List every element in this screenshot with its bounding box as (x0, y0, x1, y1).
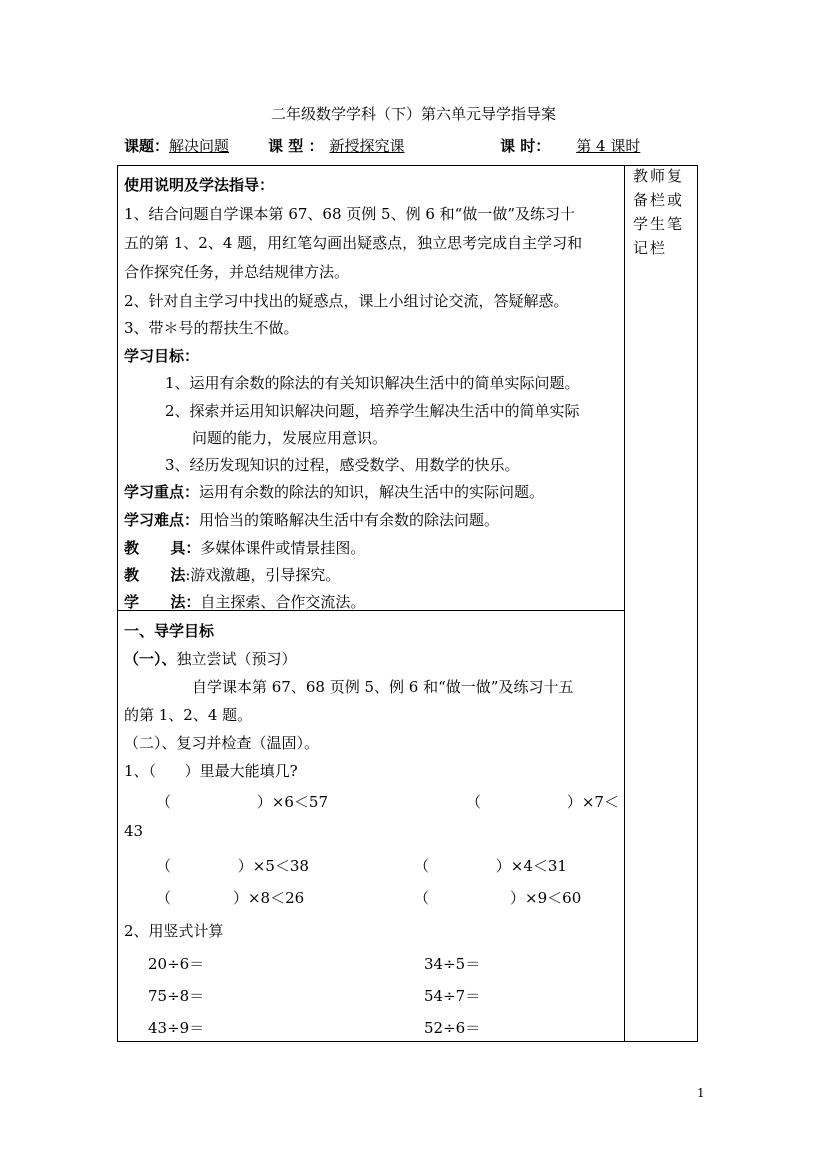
fill-blank-b-continued: 43 (124, 822, 144, 840)
fill-blank-b: （ ）×7＜ (466, 793, 619, 811)
calc-item: 54÷7＝ (424, 987, 481, 1005)
difficulty (124, 509, 499, 530)
period-value: 第 4 课时 (576, 137, 641, 155)
goal-1: 1、运用有余数的除法的有关知识解决生活中的简单实际问题。 (165, 374, 580, 392)
calc-item: 34÷5＝ (424, 955, 481, 973)
key-value: 运用有余数的除法的知识，解决生活中的实际问题。 (199, 483, 545, 501)
usage-line-1: 1、结合问题自学课本第 67、68 页例 5、例 6 和“做一做”及练习十 (124, 205, 575, 223)
period-label: 课 时： (500, 137, 551, 155)
teaching-tools (124, 537, 365, 558)
goals-heading: 学习目标： (124, 347, 200, 365)
key-label: 学习重点： (124, 483, 200, 501)
teaching-method (124, 564, 340, 585)
fill-blank-d: （ ）×4＜31 (414, 857, 567, 875)
topic-value: 解决问题 (169, 137, 230, 155)
side-column-header: 教师复备栏或学生笔记栏 (633, 167, 685, 257)
subsection-1-label: （一）、 (124, 650, 177, 668)
page-number: 1 (697, 1086, 705, 1100)
fill-blank-e: （ ）×8＜26 (156, 889, 305, 907)
goal-2a: 2、探索并运用知识解决问题，培养学生解决生活中的简单实际 (165, 402, 580, 420)
fill-blank-a: （ ）×6＜57 (156, 793, 329, 811)
learn-method-label: 学 法： (124, 593, 201, 611)
document-title: 二年级数学学科（下）第六单元导学指导案 (270, 105, 556, 123)
learn-method-value: 自主探索、合作交流法。 (200, 593, 366, 611)
goal-2b: 问题的能力，发展应用意识。 (192, 429, 388, 447)
period-field (500, 135, 666, 156)
usage-line-5: 3、带＊号的帮扶生不做。 (124, 319, 299, 337)
tools-value: 多媒体课件或情景挂图。 (200, 539, 366, 557)
section-heading: 一、导学目标 (124, 622, 215, 640)
learning-method (124, 591, 365, 612)
fill-blank-c: （ ）×5＜38 (156, 857, 309, 875)
type-value: 新授探究课 (329, 137, 405, 155)
usage-line-4: 2、针对自主学习中找出的疑惑点，课上小组讨论交流，答疑解惑。 (124, 292, 569, 310)
calc-item: 52÷6＝ (424, 1019, 481, 1037)
topic-field (124, 135, 229, 156)
goal-3: 3、经历发现知识的过程，感受数学、用数学的快乐。 (165, 456, 520, 474)
usage-heading: 使用说明及学法指导： (124, 176, 275, 194)
column-divider (624, 165, 625, 1042)
usage-line-2: 五的第 1、2、4 题，用红笔勾画出疑惑点，独立思考完成自主学习和 (124, 234, 583, 252)
difficulty-label: 学习难点： (124, 511, 200, 529)
calc-item: 20÷6＝ (148, 955, 205, 973)
type-label: 课 型 ： (268, 137, 324, 155)
key-point (124, 481, 544, 502)
topic-label: 课题： (124, 137, 170, 155)
tools-label: 教 具： (124, 539, 201, 557)
subsection-2: （二）、复习并检查（温固）。 (124, 734, 320, 752)
subsection-1-value: 独立尝试（预习） (176, 650, 297, 668)
question-1: 1、（ ）里最大能填几? (124, 762, 298, 780)
question-2: 2、用竖式计算 (124, 922, 224, 940)
preview-line-2: 的第 1、2、4 题。 (124, 706, 253, 724)
calc-item: 75÷8＝ (148, 987, 205, 1005)
calc-item: 43÷9＝ (148, 1019, 205, 1037)
usage-line-3: 合作探究任务，并总结规律方法。 (124, 263, 350, 281)
preview-line-1: 自学课本第 67、68 页例 5、例 6 和“做一做”及练习十五 (192, 678, 574, 696)
subsection-1 (124, 648, 297, 669)
teach-method-label: 教 法 (124, 566, 186, 584)
fill-blank-f: （ ）×9＜60 (414, 889, 582, 907)
teach-method-value: :游戏激趣，引导探究。 (185, 566, 341, 584)
type-field (268, 135, 418, 156)
difficulty-value: 用恰当的策略解决生活中有余数的除法问题。 (199, 511, 500, 529)
